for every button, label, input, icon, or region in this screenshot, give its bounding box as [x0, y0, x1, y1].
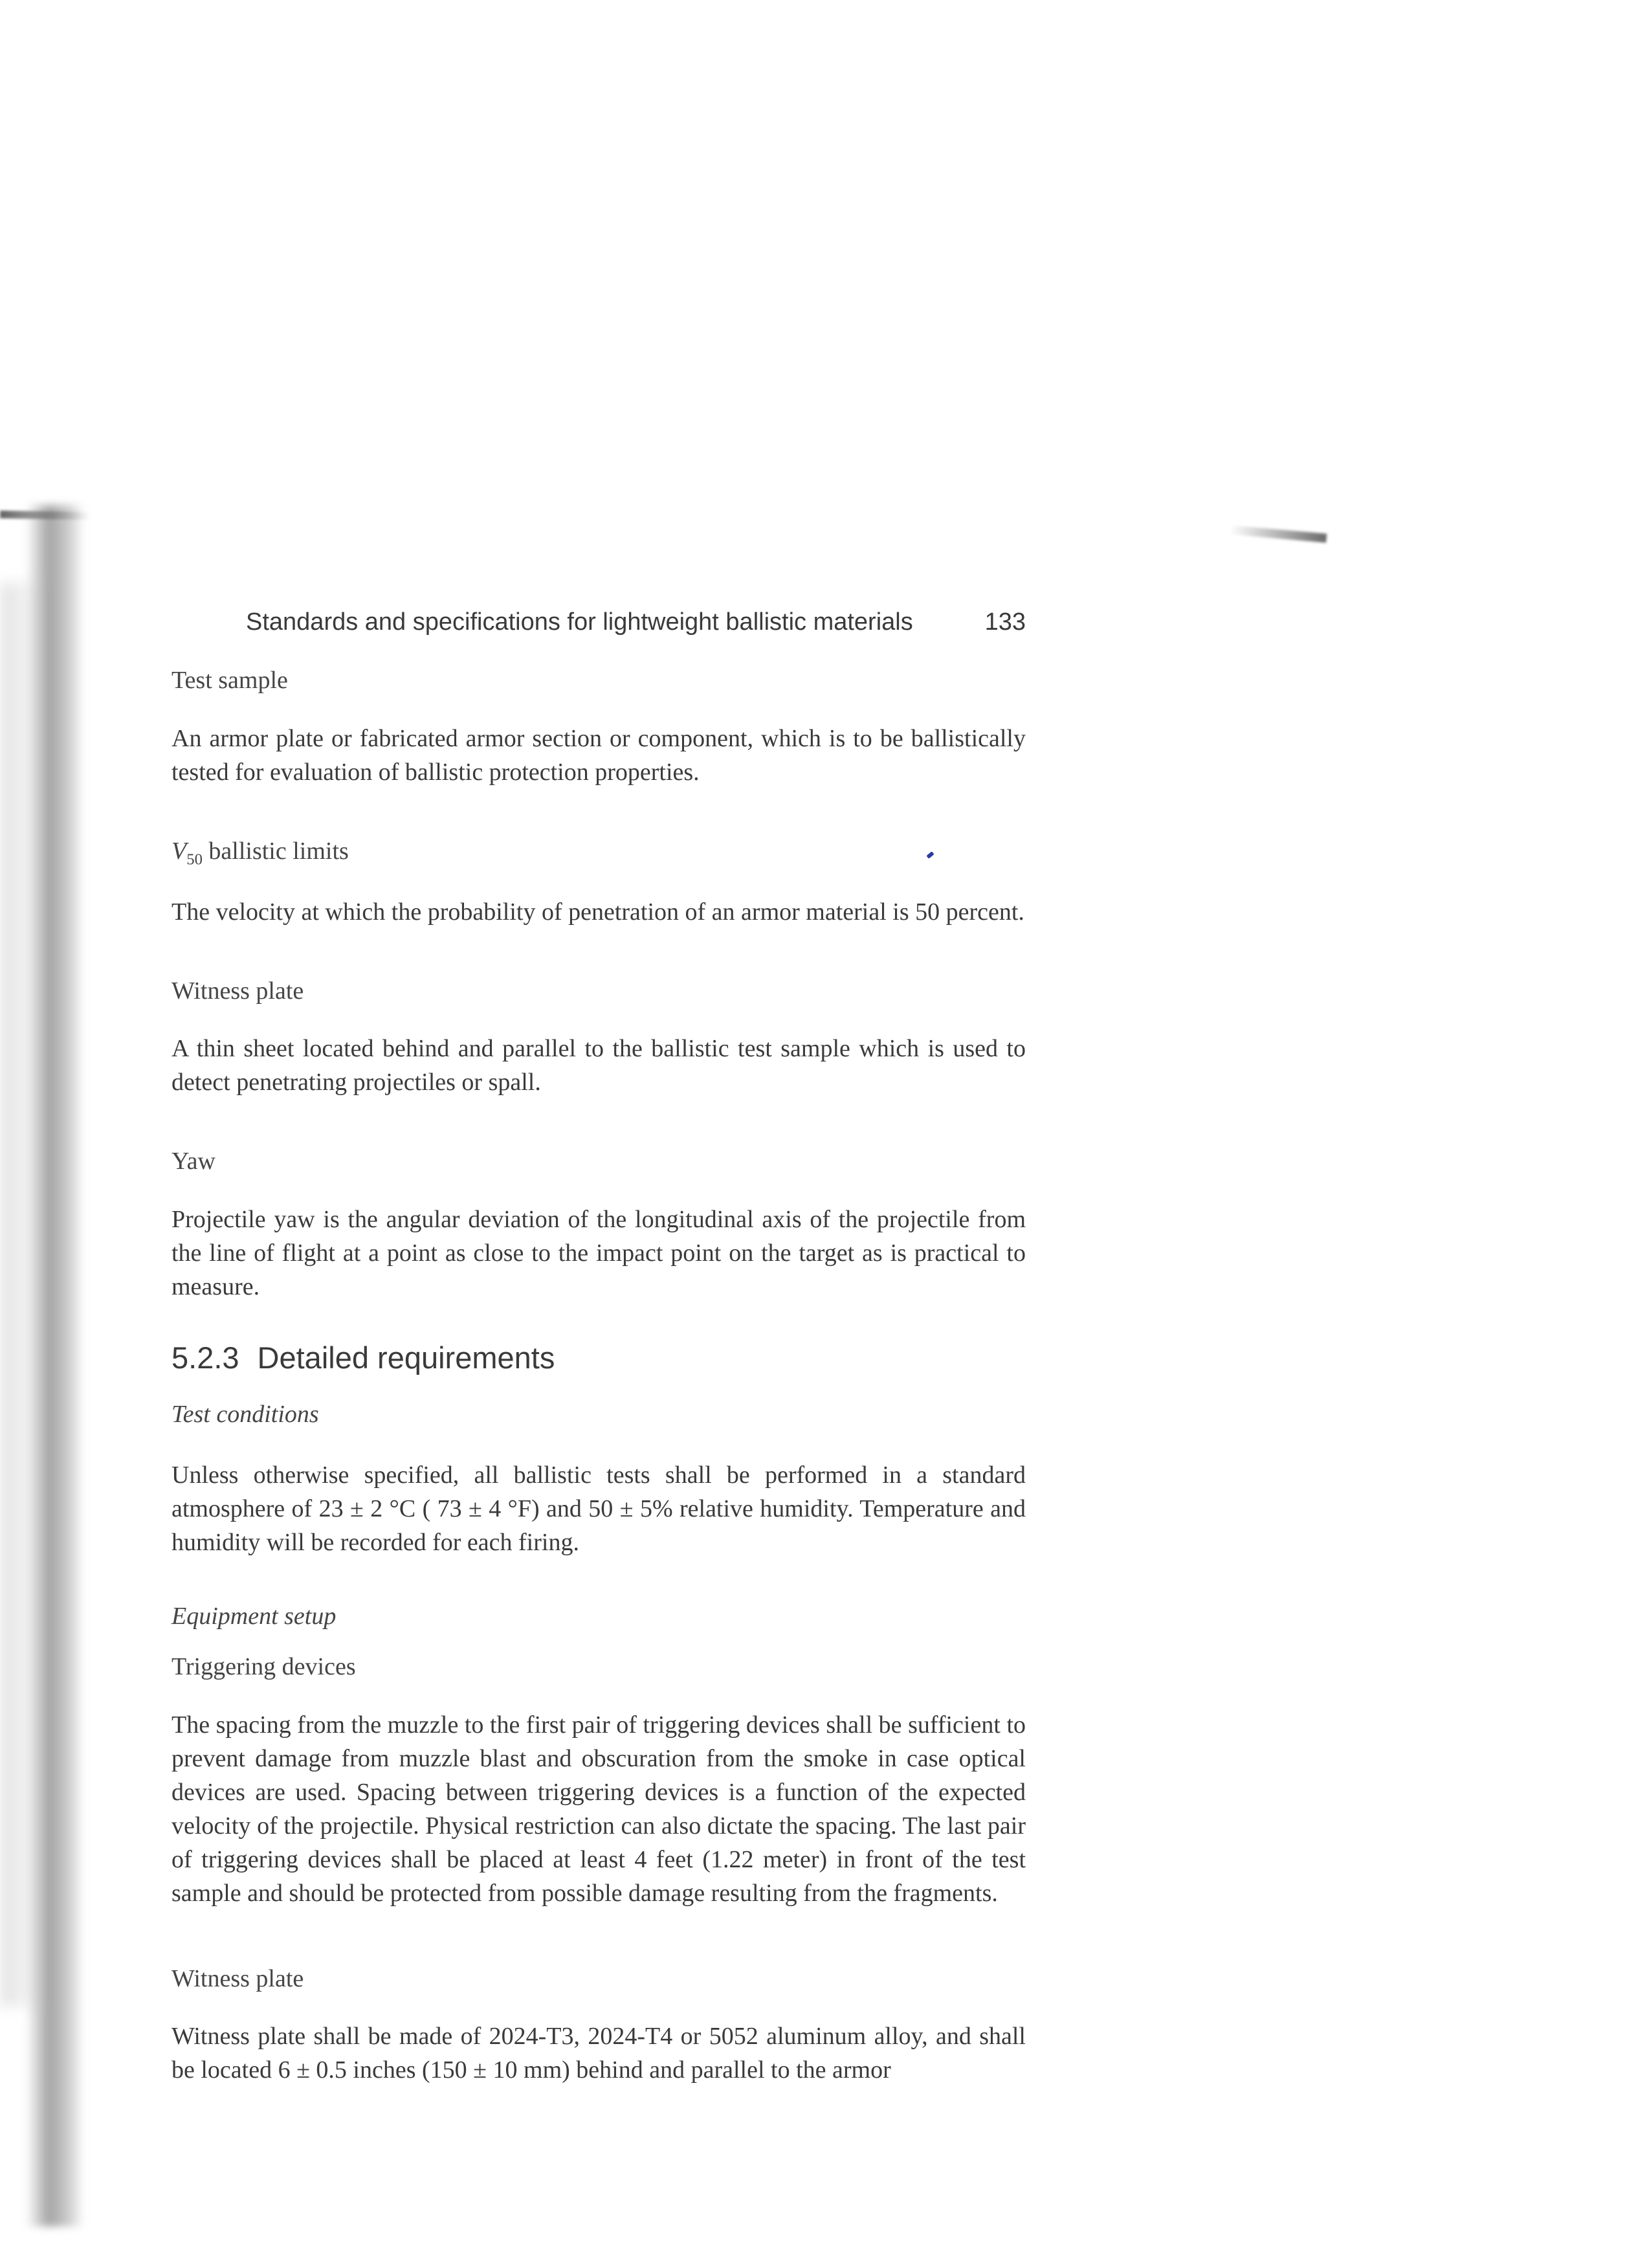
term-witness-plate-setup: Witness plate [171, 1964, 304, 1992]
page-number: 133 [984, 608, 1026, 636]
term-yaw: Yaw [171, 1148, 216, 1175]
scan-edge-mark-left [0, 511, 91, 520]
section-heading [171, 1340, 1026, 1375]
paragraph-test-conditions: Unless otherwise specified, all ballistic tests shall be performed in a standard atmosphere of 23 ± 2 °C ( 73 ± 4 °F) and 50 ± 5% relative humidity. Temperature and humidity will be recorded for each firing. [171, 1462, 1026, 1557]
term-v-subscript: 50 [186, 850, 203, 869]
definition-v50-ballistic-limits: The velocity at which the probability of penetration of an armor material is 50 percent. [171, 898, 1024, 926]
definition-test-sample: An armor plate or fabricated armor section or component, which is to be ballistically tested for evaluation of ballistic protection properties. [171, 724, 1026, 786]
term-v-symbol: V [171, 837, 187, 865]
term-triggering-devices: Triggering devices [171, 1653, 356, 1681]
running-title: Standards and specifications for lightweight ballistic materials [246, 608, 913, 636]
term-test-sample: Test sample [171, 667, 288, 694]
definition-yaw: Projectile yaw is the angular deviation of the longitudinal axis of the projectile from the line of flight at a point as close to the impact point on the target as is practical to measure. [171, 1206, 1026, 1301]
section-number: 5.2.3 [171, 1340, 239, 1375]
term-witness-plate: Witness plate [171, 977, 304, 1005]
running-header [171, 608, 1026, 636]
scan-binding-shadow-inner [0, 583, 45, 2007]
scan-edge-mark-right [1230, 525, 1327, 542]
page-content [171, 608, 1026, 2135]
definition-witness-plate: A thin sheet located behind and parallel to the ballistic test sample which is used to detect penetrating projectiles or spall. [171, 1035, 1026, 1096]
term-v50-ballistic-limits [171, 837, 1026, 869]
paragraph-triggering-devices: The spacing from the muzzle to the first pair of triggering devices shall be sufficient to prevent damage from muzzle blast and obscuration from the smoke in case optical devices are used. Spacing between triggering devices is a function of the expected velocity of the projectile. Physical restriction can also dictate the spacing. The last pair of triggering devices shall be placed at least 4 feet (1.22 meter) in front of the test sample and should be protected from possible damage resulting from the fragments. [171, 1711, 1026, 1907]
paragraph-witness-plate-setup: Witness plate shall be made of 2024-T3, 2024-T4 or 5052 aluminum alloy, and shall be located 6 ± 0.5 inches (150 ± 10 mm) behind and parallel to the armor [171, 2023, 1026, 2084]
section-title: Detailed requirements [257, 1340, 555, 1375]
subheading-test-conditions: Test conditions [171, 1401, 319, 1429]
term-v50-rest: ballistic limits [202, 837, 349, 865]
subheading-equipment-setup: Equipment setup [171, 1603, 337, 1630]
